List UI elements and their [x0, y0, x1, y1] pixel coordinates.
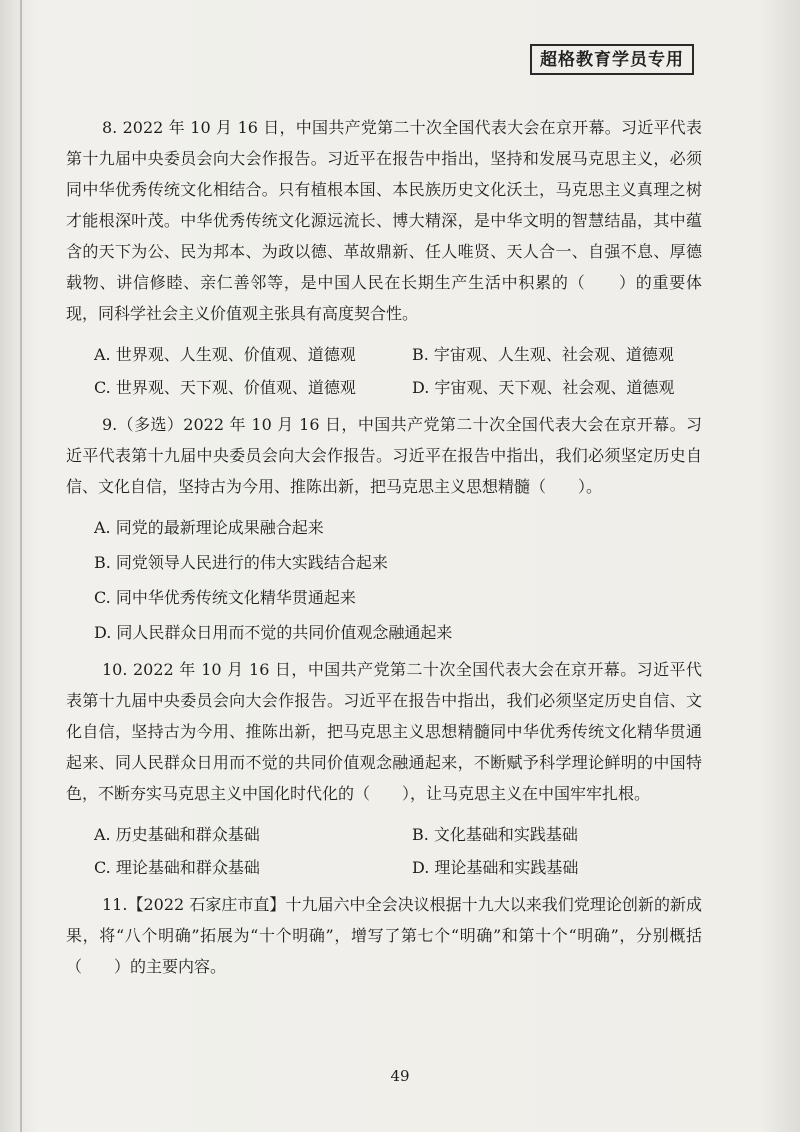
question-10-stem: 10. 2022 年 10 月 16 日，中国共产党第二十次全国代表大会在京开幕。习近平代表第十九届中央委员会向大会作报告。习近平在报告中指出，我们必须坚定历史自信、文化自信，坚持古为今用、推陈出新，把马克思主义思想精髓同中华优秀传统文化精华贯通起来、同人民群众日用而不觉的共同价值观念融通起来，不断赋予科学理论鲜明的中国特色，不断夯实马克思主义中国化时代化的（ ），让马克思主义在中国牢牢扎根。 — [66, 660, 702, 803]
option-9b: B. 同党领导人民进行的伟大实践结合起来 — [94, 553, 388, 572]
option-8b: B. 宇宙观、人生观、社会观、道德观 — [412, 345, 674, 364]
option-9d: D. 同人民群众日用而不觉的共同价值观念融通起来 — [94, 623, 453, 642]
option-10d: D. 理论基础和实践基础 — [412, 858, 579, 877]
option-8c: C. 世界观、天下观、价值观、道德观 — [94, 378, 356, 397]
option-10c: C. 理论基础和群众基础 — [94, 858, 260, 877]
question-9-options — [66, 512, 702, 648]
content-area — [66, 110, 702, 982]
option-8a: A. 世界观、人生观、价值观、道德观 — [94, 345, 356, 364]
option-9a: A. 同党的最新理论成果融合起来 — [94, 518, 324, 537]
option-9c: C. 同中华优秀传统文化精华贯通起来 — [94, 588, 356, 607]
binding-shadow — [20, 0, 22, 1132]
question-8-options — [66, 339, 702, 403]
page-number: 49 — [390, 1067, 410, 1085]
question-10-options — [66, 819, 702, 883]
option-10a: A. 历史基础和群众基础 — [94, 825, 260, 844]
question-9-stem: 9.（多选）2022 年 10 月 16 日，中国共产党第二十次全国代表大会在京开幕。习近平代表第十九届中央委员会向大会作报告。习近平在报告中指出，我们必须坚定历史自信、文化自信，坚持古为今用、推陈出新，把马克思主义思想精髓（ ）。 — [66, 415, 702, 496]
question-11-stem: 11.【2022 石家庄市直】十九届六中全会决议根据十九大以来我们党理论创新的新成果，将“八个明确”拓展为“十个明确”，增写了第七个“明确”和第十个“明确”，分别概括（ ）的主要内容。 — [66, 895, 702, 976]
option-8d: D. 宇宙观、天下观、社会观、道德观 — [412, 378, 675, 397]
header-tag: 超格教育学员专用 — [530, 44, 694, 75]
option-10b: B. 文化基础和实践基础 — [412, 825, 578, 844]
question-8-stem: 8. 2022 年 10 月 16 日，中国共产党第二十次全国代表大会在京开幕。习近平代表第十九届中央委员会向大会作报告。习近平在报告中指出，坚持和发展马克思主义，必须同中华优秀传统文化相结合。只有植根本国、本民族历史文化沃土，马克思主义真理之树才能根深叶茂。中华优秀传统文化源远流长、博大精深，是中华文明的智慧结晶，其中蕴含的天下为公、民为邦本、为政以德、革故鼎新、任人唯贤、天人合一、自强不息、厚德载物、讲信修睦、亲仁善邻等，是中国人民在长期生产生活中积累的（ ）的重要体现，同科学社会主义价值观主张具有高度契合性。 — [66, 118, 702, 323]
